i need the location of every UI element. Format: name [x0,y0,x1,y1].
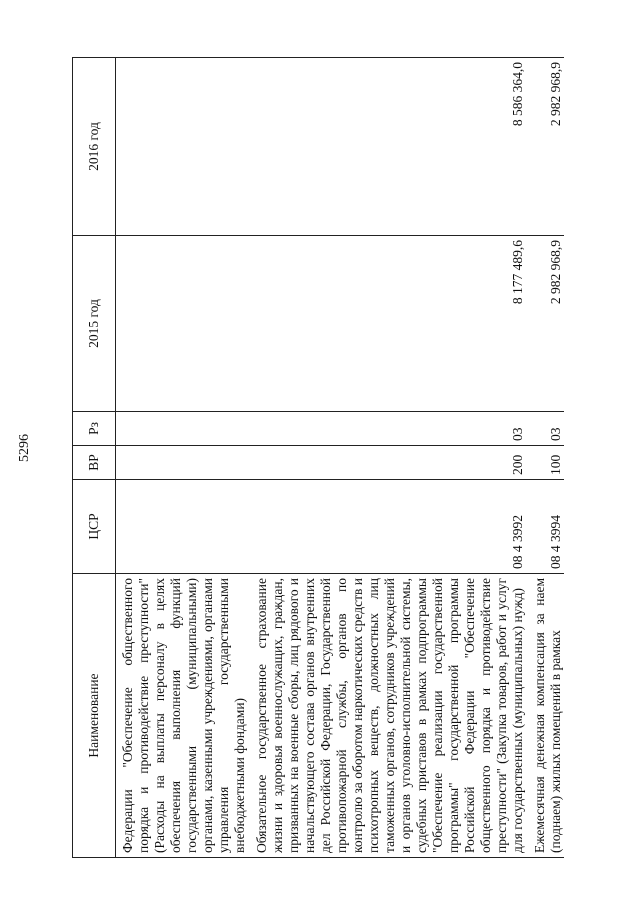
table-row [528,58,564,858]
row-rz: 03 [528,412,564,446]
header-csr: ЦСР [73,480,116,574]
header-rz: Рз [73,412,116,446]
row-csr: 08 4 3994 [528,480,564,574]
row-name: Федерации "Обеспечение общественного порядка и противодействие преступности" (Расходы на выплаты персоналу в целях обеспечения выполнения функций государственными (муниципальными) органами, казенными учреждениями, органами управления государственными внебюджетными фондами) [116,574,251,858]
row-csr [116,480,251,574]
row-name: Обязательное государственное страхование жизни и здоровья военнослужащих, граждан, призванных на военные сборы, лиц рядового и начальствующего состава органов внутренних дел Российской Федерации, Государственной противопожарной службы, органов по контролю за оборотом наркотических средств и психотропных веществ, должностных лиц таможенных органов, сотрудников учреждений и органов уголовно-исполнительной системы, судебных приставов в рамках подпрограммы "Обеспечение реализации государственной программы" государственной программы Российской Федерации "Обеспечение общественного порядка и противодействие преступности" (Закупка товаров, работ и услуг для государственных (муниципальных) нужд) [250,574,528,858]
row-2016: 8 586 364,0 [250,58,528,236]
row-2015: 2 982 968,9 [528,236,564,412]
header-2016: 2016 год [73,58,116,236]
row-rz [116,412,251,446]
budget-table [72,57,564,858]
table-row [250,58,528,858]
row-vr: 100 [528,446,564,480]
row-2015: 8 177 489,6 [250,236,528,412]
row-name: Ежемесячная денежная компенсация за наем (поднаем) жилых помещений в рамках [528,574,564,858]
page-number: 5296 [17,434,32,462]
header-name: Наименование [73,574,116,858]
row-vr [116,446,251,480]
row-2016: 2 982 968,9 [528,58,564,236]
row-vr: 200 [250,446,528,480]
row-rz: 03 [250,412,528,446]
rotated-table-container [72,58,592,858]
table-row [116,58,251,858]
row-2016 [116,58,251,236]
row-2015 [116,236,251,412]
row-csr: 08 4 3992 [250,480,528,574]
table-header-row [73,58,116,858]
header-vr: ВР [73,446,116,480]
header-2015: 2015 год [73,236,116,412]
